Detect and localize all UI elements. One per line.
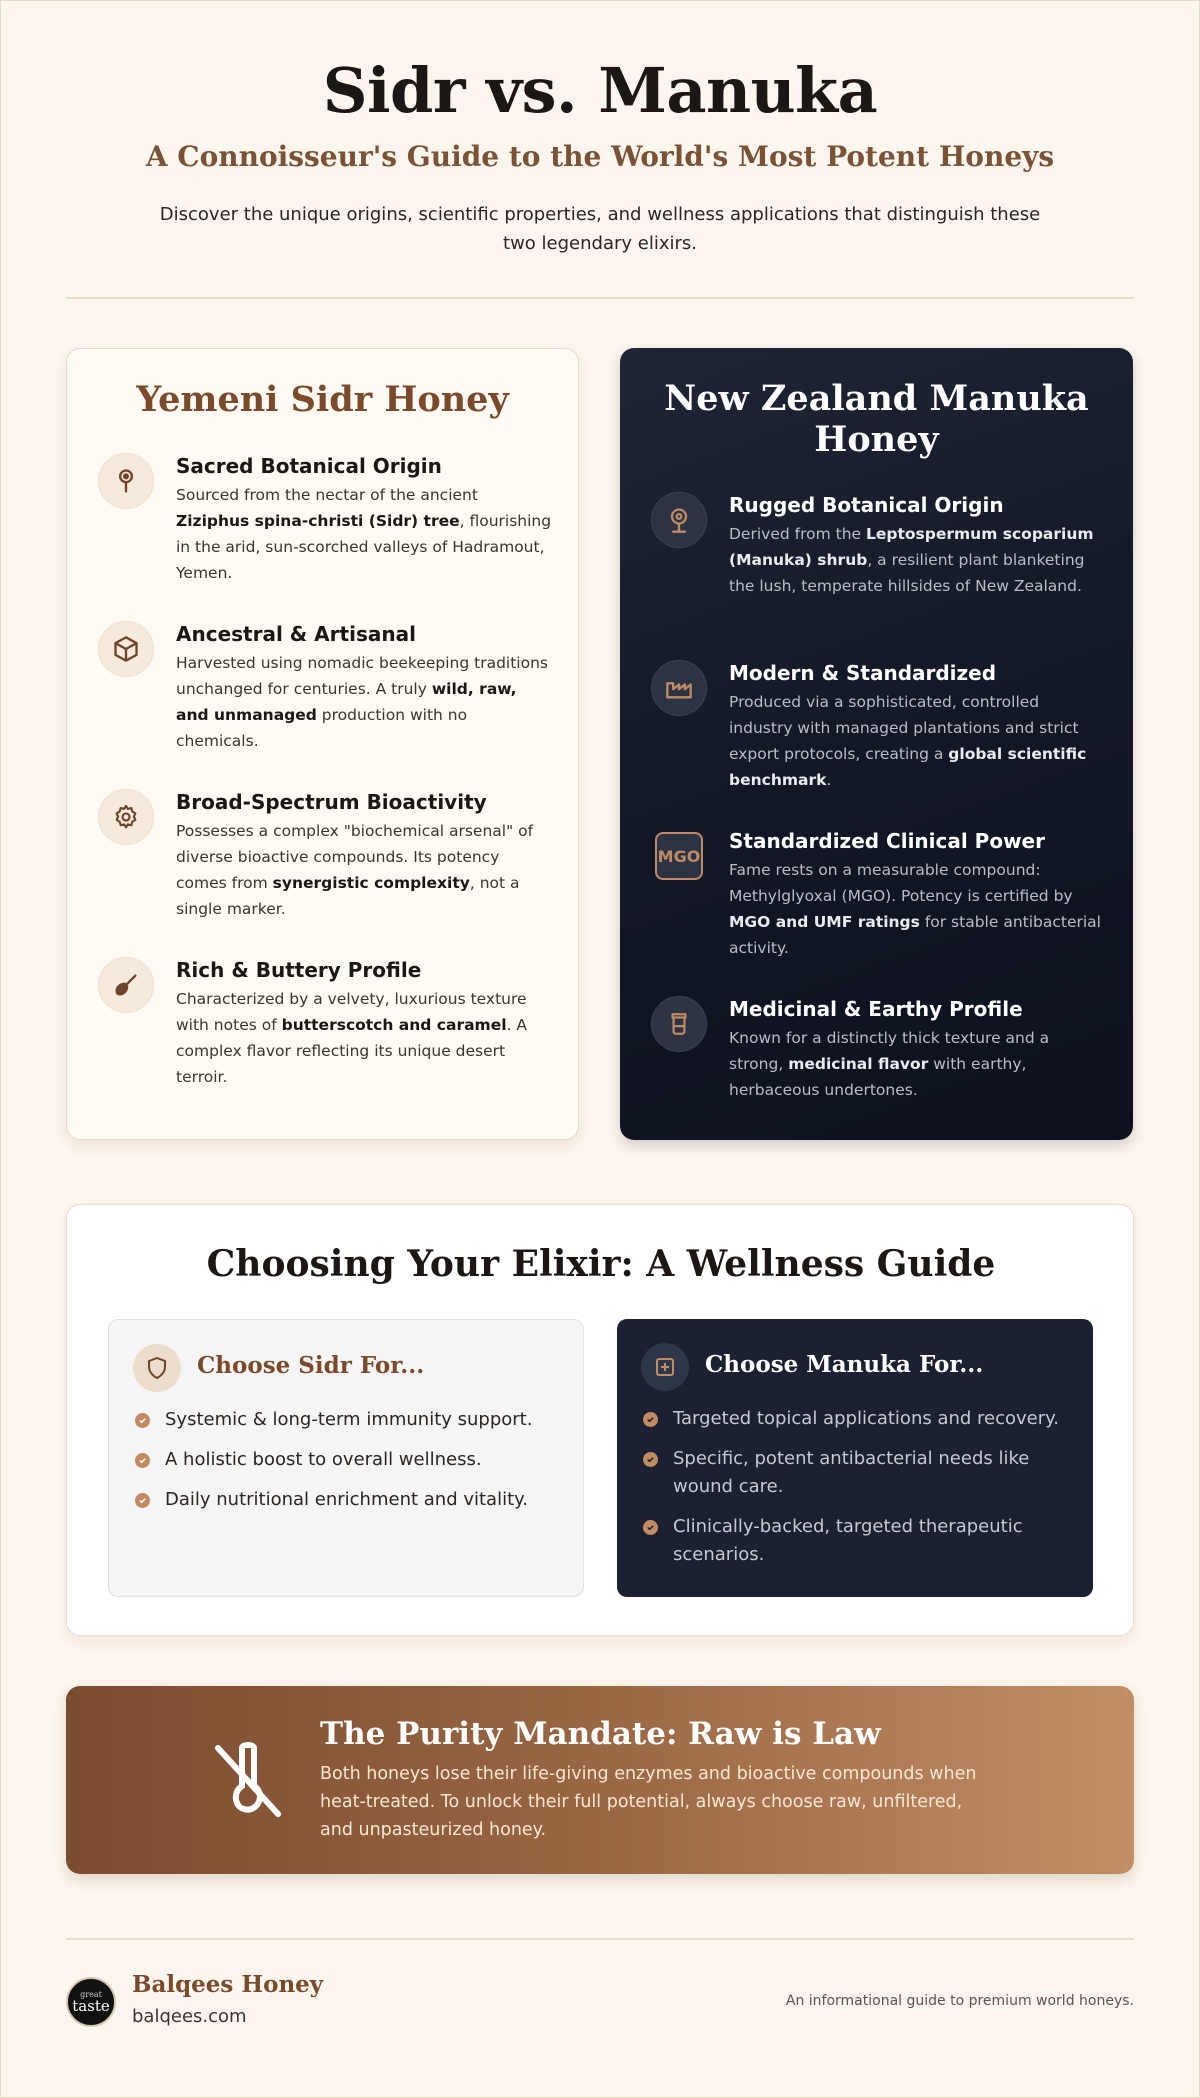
location-pin-icon <box>98 453 154 509</box>
sidr-card-title: Yemeni Sidr Honey <box>136 379 509 420</box>
check-icon <box>643 1520 658 1535</box>
factory-icon <box>651 660 707 716</box>
check-icon <box>135 1453 150 1468</box>
feature-title: Modern & Standardized <box>729 661 997 685</box>
footer-note: An informational guide to premium world honeys. <box>785 1993 1134 2009</box>
check-icon <box>135 1493 150 1508</box>
page-subtitle: A Connoisseur's Guide to the World's Most Potent Honeys <box>145 140 1055 173</box>
sidr-card <box>66 348 579 1140</box>
feature-description: Known for a distinctly thick texture and a strong, medicinal flavor with earthy, herbaceous undertones. <box>729 1029 1050 1099</box>
feature-title: Rugged Botanical Origin <box>729 493 1004 517</box>
choose-sidr-panel <box>108 1319 584 1597</box>
banner-title: The Purity Mandate: Raw is Law <box>320 1716 881 1752</box>
manuka-benefits-list <box>643 1405 1073 1581</box>
guide-title: Choosing Your Elixir: A Wellness Guide <box>206 1243 996 1285</box>
footer-divider <box>66 1938 1134 1940</box>
list-item: A holistic boost to overall wellness. <box>135 1446 565 1474</box>
choose-manuka-title: Choose Manuka For... <box>705 1351 984 1378</box>
list-item: Clinically-backed, targeted therapeutic scenarios. <box>643 1513 1073 1569</box>
check-icon <box>643 1452 658 1467</box>
page-description: Discover the unique origins, scientific properties, and wellness applications that distinguish these two legendary elixirs. <box>159 204 1041 254</box>
check-icon <box>643 1412 658 1427</box>
banner-text: Both honeys lose their life-giving enzymes and bioactive compounds when heat-treated. To unlock their full potential, always choose raw, unfiltered, and unpasteurized honey. <box>320 1764 977 1840</box>
brand-name: Balqees Honey <box>132 1971 324 1998</box>
check-icon <box>135 1413 150 1428</box>
box-icon <box>98 621 154 677</box>
feature-description: Sourced from the nectar of the ancient Ziziphus spina-christi (Sidr) tree, flourishing in the arid, sun-scorched valleys of Hadramout, Yemen. <box>176 486 552 582</box>
map-pin-icon <box>651 492 707 548</box>
thermometer-off-icon <box>206 1738 290 1822</box>
list-item: Daily nutritional enrichment and vitality. <box>135 1486 565 1514</box>
mgo-badge-icon: MGO <box>651 828 707 884</box>
feature-title: Sacred Botanical Origin <box>176 454 442 478</box>
list-item: Targeted topical applications and recovery. <box>643 1405 1073 1433</box>
feature-title: Medicinal & Earthy Profile <box>729 997 1023 1021</box>
feature-description: Harvested using nomadic beekeeping traditions unchanged for centuries. A truly wild, raw, and unmanaged production with no chemicals. <box>176 654 548 750</box>
feature-title: Ancestral & Artisanal <box>176 622 416 646</box>
feature-title: Rich & Buttery Profile <box>176 958 422 982</box>
feature-description: Possesses a complex "biochemical arsenal" of diverse bioactive compounds. Its potency comes from synergistic complexity, not a single marker. <box>176 822 534 918</box>
feature-description: Fame rests on a measurable compound: Methylglyoxal (MGO). Potency is certified by MGO and UMF ratings for stable antibacterial activity. <box>729 861 1101 957</box>
choose-sidr-title: Choose Sidr For... <box>197 1352 425 1379</box>
list-item: Specific, potent antibacterial needs like wound care. <box>643 1445 1073 1501</box>
brand-logo: great taste <box>66 1977 116 2027</box>
feature-description: Characterized by a velvety, luxurious texture with notes of butterscotch and caramel. A complex flavor reflecting its unique desert terroir. <box>176 990 527 1086</box>
choose-manuka-panel <box>617 1319 1093 1597</box>
feature-description: Derived from the Leptospermum scoparium (Manuka) shrub, a resilient plant blanketing the lush, temperate hillsides of New Zealand. <box>729 525 1094 595</box>
manuka-card-title: New Zealand Manuka Honey <box>664 378 1089 460</box>
plus-square-icon <box>641 1343 689 1391</box>
jar-icon <box>651 996 707 1052</box>
brand-url[interactable]: balqees.com <box>132 2006 247 2027</box>
list-item: Systemic & long-term immunity support. <box>135 1406 565 1434</box>
gear-icon <box>98 789 154 845</box>
wellness-guide <box>66 1204 1134 1636</box>
feature-description: Produced via a sophisticated, controlled industry with managed plantations and strict export protocols, creating a global scientific benchmark. <box>729 693 1087 789</box>
page-title: Sidr vs. Manuka <box>322 54 878 127</box>
shield-icon <box>133 1344 181 1392</box>
feature-title: Broad-Spectrum Bioactivity <box>176 790 487 814</box>
feature-title: Standardized Clinical Power <box>729 829 1045 853</box>
manuka-card <box>620 348 1133 1140</box>
purity-banner <box>66 1686 1134 1874</box>
honey-dipper-icon <box>98 957 154 1013</box>
header-divider <box>66 297 1134 299</box>
sidr-benefits-list <box>135 1406 565 1526</box>
